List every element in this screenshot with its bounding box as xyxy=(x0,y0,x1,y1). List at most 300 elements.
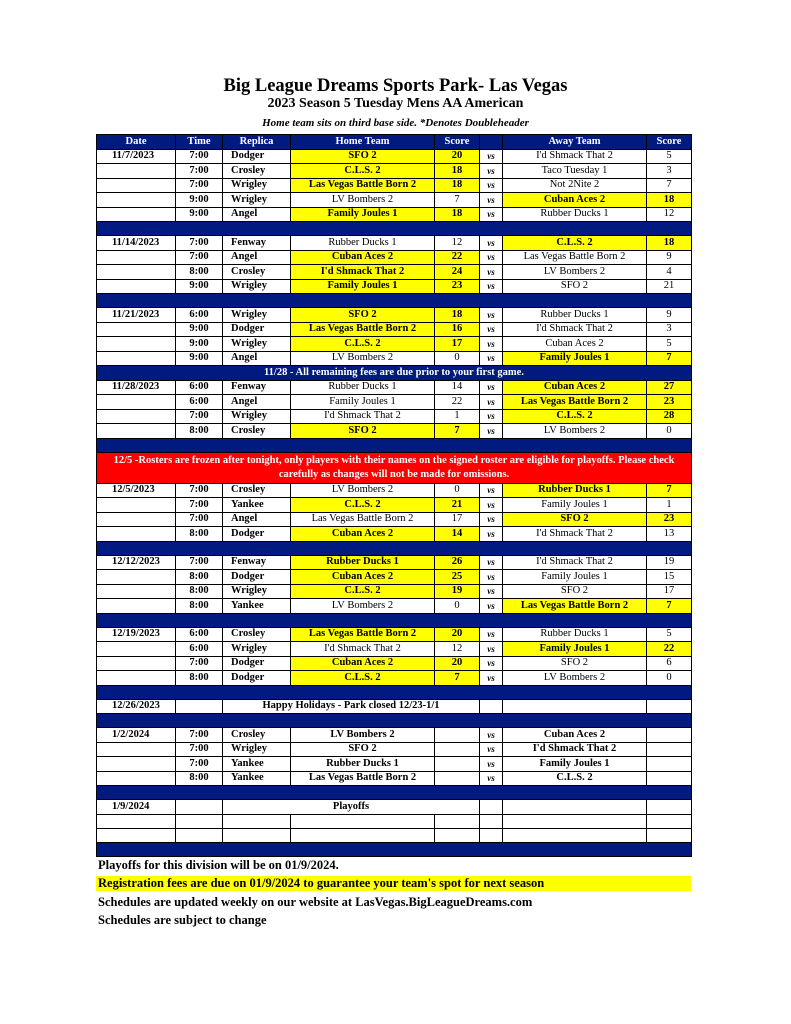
date-cell xyxy=(97,757,176,772)
week-separator xyxy=(97,685,692,699)
date-cell xyxy=(97,351,176,366)
home-team-cell: I'd Shmack That 2 xyxy=(291,642,435,657)
home-score-cell: 21 xyxy=(435,498,480,513)
home-team-cell: Cuban Aces 2 xyxy=(291,527,435,542)
date-cell xyxy=(97,193,176,208)
away-score-cell: 9 xyxy=(647,250,692,265)
vs-cell: vs xyxy=(480,555,503,570)
field-cell: Wrigley xyxy=(223,584,291,599)
away-team-cell: Taco Tuesday 1 xyxy=(503,164,647,179)
date-cell: 11/28/2023 xyxy=(97,380,176,395)
game-row xyxy=(97,642,692,657)
field-cell: Crosley xyxy=(223,627,291,642)
date-cell: 1/2/2024 xyxy=(97,728,176,743)
game-row xyxy=(97,308,692,323)
away-team-cell xyxy=(503,828,647,842)
game-row xyxy=(97,178,692,193)
home-team-cell: LV Bombers 2 xyxy=(291,599,435,614)
game-row xyxy=(97,236,692,251)
home-team-cell: Rubber Ducks 1 xyxy=(291,555,435,570)
header-home-team: Home Team xyxy=(291,135,435,150)
footer-playoffs: Playoffs for this division will be on 01/9/2024. xyxy=(98,858,339,872)
week-separator xyxy=(97,714,692,728)
away-team-cell: Family Joules 1 xyxy=(503,757,647,772)
week-separator xyxy=(97,613,692,627)
away-score-cell: 6 xyxy=(647,656,692,671)
game-row xyxy=(97,149,692,164)
away-team-cell: LV Bombers 2 xyxy=(503,671,647,686)
field-cell: Angel xyxy=(223,512,291,527)
game-row xyxy=(97,527,692,542)
game-row xyxy=(97,351,692,366)
field-cell: Yankee xyxy=(223,498,291,513)
home-score-cell: 22 xyxy=(435,250,480,265)
time-cell: 9:00 xyxy=(176,337,223,352)
home-team-cell: I'd Shmack That 2 xyxy=(291,265,435,280)
time-cell xyxy=(176,800,223,815)
away-team-cell xyxy=(503,800,647,815)
time-cell: 8:00 xyxy=(176,584,223,599)
schedule-table xyxy=(96,134,692,857)
field-cell: Crosley xyxy=(223,265,291,280)
vs-cell: vs xyxy=(480,250,503,265)
home-team-cell: Rubber Ducks 1 xyxy=(291,757,435,772)
game-row xyxy=(97,742,692,757)
home-score-cell: 0 xyxy=(435,483,480,498)
home-team-cell: Cuban Aces 2 xyxy=(291,656,435,671)
home-team-cell: Family Joules 1 xyxy=(291,279,435,294)
away-score-cell: 1 xyxy=(647,498,692,513)
game-row xyxy=(97,207,692,222)
date-cell: 12/19/2023 xyxy=(97,627,176,642)
away-score-cell: 0 xyxy=(647,424,692,439)
away-score-cell: 5 xyxy=(647,337,692,352)
away-team-cell: SFO 2 xyxy=(503,656,647,671)
home-score-cell: 23 xyxy=(435,279,480,294)
time-cell: 9:00 xyxy=(176,193,223,208)
field-cell: Wrigley xyxy=(223,308,291,323)
field-cell: Wrigley xyxy=(223,409,291,424)
home-team-cell: C.L.S. 2 xyxy=(291,671,435,686)
home-team-cell: Las Vegas Battle Born 2 xyxy=(291,512,435,527)
field-cell: Dodger xyxy=(223,527,291,542)
date-cell: 1/9/2024 xyxy=(97,800,176,815)
vs-cell: vs xyxy=(480,642,503,657)
vs-cell: vs xyxy=(480,757,503,772)
home-score-cell: 12 xyxy=(435,236,480,251)
away-team-cell: C.L.S. 2 xyxy=(503,409,647,424)
date-cell xyxy=(97,395,176,410)
away-team-cell: I'd Shmack That 2 xyxy=(503,322,647,337)
home-score-cell: 25 xyxy=(435,570,480,585)
date-cell: 11/14/2023 xyxy=(97,236,176,251)
separator-cell xyxy=(97,714,692,728)
away-team-cell: Family Joules 1 xyxy=(503,351,647,366)
home-score-cell: 16 xyxy=(435,322,480,337)
vs-cell: vs xyxy=(480,265,503,280)
schedule-body xyxy=(97,149,692,856)
away-team-cell xyxy=(503,699,647,714)
home-team-cell: Cuban Aces 2 xyxy=(291,570,435,585)
away-score-cell: 3 xyxy=(647,322,692,337)
home-score-cell: 20 xyxy=(435,149,480,164)
game-row xyxy=(97,512,692,527)
vs-cell xyxy=(480,828,503,842)
field-cell: Crosley xyxy=(223,728,291,743)
vs-cell: vs xyxy=(480,193,503,208)
separator-cell xyxy=(97,613,692,627)
home-score-cell: 1 xyxy=(435,409,480,424)
date-cell xyxy=(97,498,176,513)
away-score-cell xyxy=(647,728,692,743)
home-team-cell: Las Vegas Battle Born 2 xyxy=(291,178,435,193)
blank-row xyxy=(97,828,692,842)
vs-cell: vs xyxy=(480,351,503,366)
away-score-cell: 9 xyxy=(647,308,692,323)
away-team-cell: I'd Shmack That 2 xyxy=(503,555,647,570)
time-cell: 8:00 xyxy=(176,599,223,614)
home-team-cell xyxy=(291,814,435,828)
game-row xyxy=(97,555,692,570)
time-cell: 7:00 xyxy=(176,250,223,265)
header-home-score: Score xyxy=(435,135,480,150)
home-score-cell: 19 xyxy=(435,584,480,599)
home-team-cell: LV Bombers 2 xyxy=(291,728,435,743)
vs-cell: vs xyxy=(480,512,503,527)
away-score-cell: 17 xyxy=(647,584,692,599)
away-team-cell: Cuban Aces 2 xyxy=(503,380,647,395)
away-score-cell: 3 xyxy=(647,164,692,179)
page-subtitle: 2023 Season 5 Tuesday Mens AA American xyxy=(267,96,524,111)
away-team-cell: I'd Shmack That 2 xyxy=(503,527,647,542)
date-cell xyxy=(97,570,176,585)
date-cell: 12/12/2023 xyxy=(97,555,176,570)
date-cell xyxy=(97,771,176,786)
time-cell: 6:00 xyxy=(176,627,223,642)
vs-cell: vs xyxy=(480,380,503,395)
home-score-cell: 18 xyxy=(435,164,480,179)
game-row xyxy=(97,164,692,179)
home-score-cell xyxy=(435,828,480,842)
header-vs xyxy=(480,135,503,150)
header-away-score: Score xyxy=(647,135,692,150)
home-team-cell: LV Bombers 2 xyxy=(291,351,435,366)
away-score-cell: 0 xyxy=(647,671,692,686)
away-score-cell: 15 xyxy=(647,570,692,585)
vs-cell: vs xyxy=(480,409,503,424)
away-score-cell xyxy=(647,699,692,714)
header-row xyxy=(97,135,692,150)
home-team-cell: SFO 2 xyxy=(291,308,435,323)
game-row xyxy=(97,627,692,642)
date-cell xyxy=(97,279,176,294)
home-score-cell xyxy=(435,771,480,786)
week-separator xyxy=(97,438,692,452)
playoffs-label: Playoffs xyxy=(223,800,480,815)
separator-cell xyxy=(97,541,692,555)
game-row xyxy=(97,671,692,686)
footer-registration: Registration fees are due on 01/9/2024 to guarantee your team's spot for next season xyxy=(96,876,691,891)
field-cell: Wrigley xyxy=(223,642,291,657)
game-row xyxy=(97,498,692,513)
away-score-cell: 22 xyxy=(647,642,692,657)
away-score-cell: 12 xyxy=(647,207,692,222)
date-cell xyxy=(97,512,176,527)
away-score-cell xyxy=(647,814,692,828)
holiday-note: Happy Holidays - Park closed 12/23-1/1 xyxy=(223,699,480,714)
time-cell xyxy=(176,699,223,714)
field-cell: Dodger xyxy=(223,671,291,686)
away-score-cell: 18 xyxy=(647,193,692,208)
field-cell: Fenway xyxy=(223,380,291,395)
field-cell: Wrigley xyxy=(223,337,291,352)
home-score-cell: 0 xyxy=(435,351,480,366)
time-cell: 7:00 xyxy=(176,149,223,164)
away-team-cell: Cuban Aces 2 xyxy=(503,728,647,743)
date-cell xyxy=(97,828,176,842)
vs-cell: vs xyxy=(480,742,503,757)
away-score-cell: 23 xyxy=(647,395,692,410)
time-cell: 7:00 xyxy=(176,757,223,772)
separator-cell xyxy=(97,685,692,699)
away-score-cell: 19 xyxy=(647,555,692,570)
time-cell: 7:00 xyxy=(176,236,223,251)
away-team-cell: Family Joules 1 xyxy=(503,498,647,513)
footer-disclaimer: Schedules are subject to change xyxy=(98,913,267,927)
field-cell xyxy=(223,828,291,842)
away-team-cell: LV Bombers 2 xyxy=(503,265,647,280)
home-score-cell: 20 xyxy=(435,627,480,642)
date-cell xyxy=(97,742,176,757)
field-cell: Dodger xyxy=(223,149,291,164)
away-team-cell: SFO 2 xyxy=(503,584,647,599)
home-team-cell: SFO 2 xyxy=(291,149,435,164)
time-cell: 9:00 xyxy=(176,322,223,337)
time-cell: 7:00 xyxy=(176,178,223,193)
field-cell: Yankee xyxy=(223,757,291,772)
date-cell xyxy=(97,207,176,222)
away-score-cell: 5 xyxy=(647,627,692,642)
vs-cell: vs xyxy=(480,424,503,439)
home-team-cell: C.L.S. 2 xyxy=(291,498,435,513)
field-cell: Wrigley xyxy=(223,742,291,757)
away-score-cell xyxy=(647,800,692,815)
home-score-cell: 12 xyxy=(435,642,480,657)
vs-cell: vs xyxy=(480,164,503,179)
time-cell: 6:00 xyxy=(176,380,223,395)
field-cell: Crosley xyxy=(223,424,291,439)
week-separator xyxy=(97,222,692,236)
time-cell xyxy=(176,814,223,828)
field-cell: Angel xyxy=(223,250,291,265)
home-team-cell: Las Vegas Battle Born 2 xyxy=(291,322,435,337)
home-team-cell: Cuban Aces 2 xyxy=(291,250,435,265)
away-team-cell: C.L.S. 2 xyxy=(503,771,647,786)
away-score-cell: 13 xyxy=(647,527,692,542)
vs-cell xyxy=(480,699,503,714)
date-cell xyxy=(97,164,176,179)
game-row xyxy=(97,728,692,743)
date-cell xyxy=(97,424,176,439)
home-score-cell xyxy=(435,742,480,757)
vs-cell: vs xyxy=(480,570,503,585)
time-cell: 9:00 xyxy=(176,279,223,294)
date-cell: 11/7/2023 xyxy=(97,149,176,164)
separator-cell xyxy=(97,222,692,236)
time-cell: 9:00 xyxy=(176,207,223,222)
field-cell: Dodger xyxy=(223,656,291,671)
page-title: Big League Dreams Sports Park- Las Vegas xyxy=(223,76,568,96)
date-cell xyxy=(97,265,176,280)
field-cell: Dodger xyxy=(223,570,291,585)
date-cell xyxy=(97,584,176,599)
home-score-cell: 7 xyxy=(435,193,480,208)
time-cell: 7:00 xyxy=(176,498,223,513)
field-cell: Angel xyxy=(223,395,291,410)
time-cell: 7:00 xyxy=(176,555,223,570)
field-cell xyxy=(223,814,291,828)
vs-cell: vs xyxy=(480,236,503,251)
home-score-cell: 14 xyxy=(435,380,480,395)
vs-cell xyxy=(480,814,503,828)
vs-cell: vs xyxy=(480,627,503,642)
date-cell xyxy=(97,527,176,542)
date-cell xyxy=(97,409,176,424)
game-row xyxy=(97,337,692,352)
away-team-cell: SFO 2 xyxy=(503,279,647,294)
date-cell xyxy=(97,814,176,828)
separator-cell xyxy=(97,786,692,800)
away-team-cell: Rubber Ducks 1 xyxy=(503,207,647,222)
away-team-cell: Las Vegas Battle Born 2 xyxy=(503,250,647,265)
home-score-cell: 22 xyxy=(435,395,480,410)
date-cell xyxy=(97,671,176,686)
time-cell: 9:00 xyxy=(176,351,223,366)
vs-cell xyxy=(480,800,503,815)
field-cell: Wrigley xyxy=(223,279,291,294)
away-team-cell: Not 2Nite 2 xyxy=(503,178,647,193)
vs-cell: vs xyxy=(480,671,503,686)
home-score-cell: 24 xyxy=(435,265,480,280)
vs-cell: vs xyxy=(480,483,503,498)
roster-alert-row xyxy=(97,452,692,483)
field-cell: Crosley xyxy=(223,164,291,179)
header-date: Date xyxy=(97,135,176,150)
away-score-cell xyxy=(647,771,692,786)
vs-cell: vs xyxy=(480,308,503,323)
blank-row xyxy=(97,814,692,828)
week-separator xyxy=(97,294,692,308)
away-score-cell: 4 xyxy=(647,265,692,280)
home-score-cell: 18 xyxy=(435,178,480,193)
time-cell: 8:00 xyxy=(176,570,223,585)
vs-cell: vs xyxy=(480,771,503,786)
date-cell xyxy=(97,178,176,193)
home-score-cell: 7 xyxy=(435,424,480,439)
home-team-cell: SFO 2 xyxy=(291,424,435,439)
home-team-cell xyxy=(291,828,435,842)
vs-cell: vs xyxy=(480,279,503,294)
away-score-cell: 28 xyxy=(647,409,692,424)
away-team-cell xyxy=(503,814,647,828)
date-cell xyxy=(97,642,176,657)
home-team-cell: LV Bombers 2 xyxy=(291,193,435,208)
date-cell xyxy=(97,656,176,671)
away-team-cell: C.L.S. 2 xyxy=(503,236,647,251)
home-score-cell: 20 xyxy=(435,656,480,671)
date-cell: 12/5/2023 xyxy=(97,483,176,498)
away-score-cell: 7 xyxy=(647,599,692,614)
time-cell: 7:00 xyxy=(176,483,223,498)
time-cell: 8:00 xyxy=(176,771,223,786)
home-score-cell: 18 xyxy=(435,207,480,222)
header-replica: Replica xyxy=(223,135,291,150)
time-cell: 7:00 xyxy=(176,409,223,424)
game-row xyxy=(97,570,692,585)
game-row xyxy=(97,656,692,671)
away-score-cell: 27 xyxy=(647,380,692,395)
vs-cell: vs xyxy=(480,728,503,743)
time-cell: 8:00 xyxy=(176,424,223,439)
away-team-cell: Las Vegas Battle Born 2 xyxy=(503,395,647,410)
game-row xyxy=(97,757,692,772)
away-score-cell xyxy=(647,828,692,842)
week-separator xyxy=(97,842,692,856)
away-score-cell xyxy=(647,757,692,772)
time-cell: 7:00 xyxy=(176,164,223,179)
away-team-cell: Cuban Aces 2 xyxy=(503,193,647,208)
time-cell: 8:00 xyxy=(176,527,223,542)
home-team-cell: Family Joules 1 xyxy=(291,207,435,222)
fees-note-row xyxy=(97,366,692,381)
time-cell: 7:00 xyxy=(176,728,223,743)
field-cell: Crosley xyxy=(223,483,291,498)
home-team-cell: Las Vegas Battle Born 2 xyxy=(291,771,435,786)
home-team-cell: C.L.S. 2 xyxy=(291,584,435,599)
vs-cell: vs xyxy=(480,395,503,410)
away-team-cell: I'd Shmack That 2 xyxy=(503,742,647,757)
date-cell xyxy=(97,322,176,337)
game-row xyxy=(97,265,692,280)
field-cell: Yankee xyxy=(223,599,291,614)
home-score-cell: 17 xyxy=(435,512,480,527)
game-row xyxy=(97,380,692,395)
playoffs-row xyxy=(97,800,692,815)
vs-cell: vs xyxy=(480,599,503,614)
away-team-cell: Rubber Ducks 1 xyxy=(503,308,647,323)
home-team-cell: Family Joules 1 xyxy=(291,395,435,410)
field-cell: Yankee xyxy=(223,771,291,786)
holiday-row xyxy=(97,699,692,714)
time-cell: 7:00 xyxy=(176,512,223,527)
date-cell xyxy=(97,599,176,614)
game-row xyxy=(97,424,692,439)
home-team-cell: C.L.S. 2 xyxy=(291,337,435,352)
vs-cell: vs xyxy=(480,584,503,599)
time-cell: 8:00 xyxy=(176,265,223,280)
home-team-cell: LV Bombers 2 xyxy=(291,483,435,498)
game-row xyxy=(97,409,692,424)
time-cell: 7:00 xyxy=(176,656,223,671)
date-cell: 11/21/2023 xyxy=(97,308,176,323)
away-score-cell xyxy=(647,742,692,757)
game-row xyxy=(97,483,692,498)
home-score-cell: 18 xyxy=(435,308,480,323)
game-row xyxy=(97,250,692,265)
away-team-cell: Rubber Ducks 1 xyxy=(503,627,647,642)
vs-cell: vs xyxy=(480,337,503,352)
home-team-cell: Rubber Ducks 1 xyxy=(291,380,435,395)
